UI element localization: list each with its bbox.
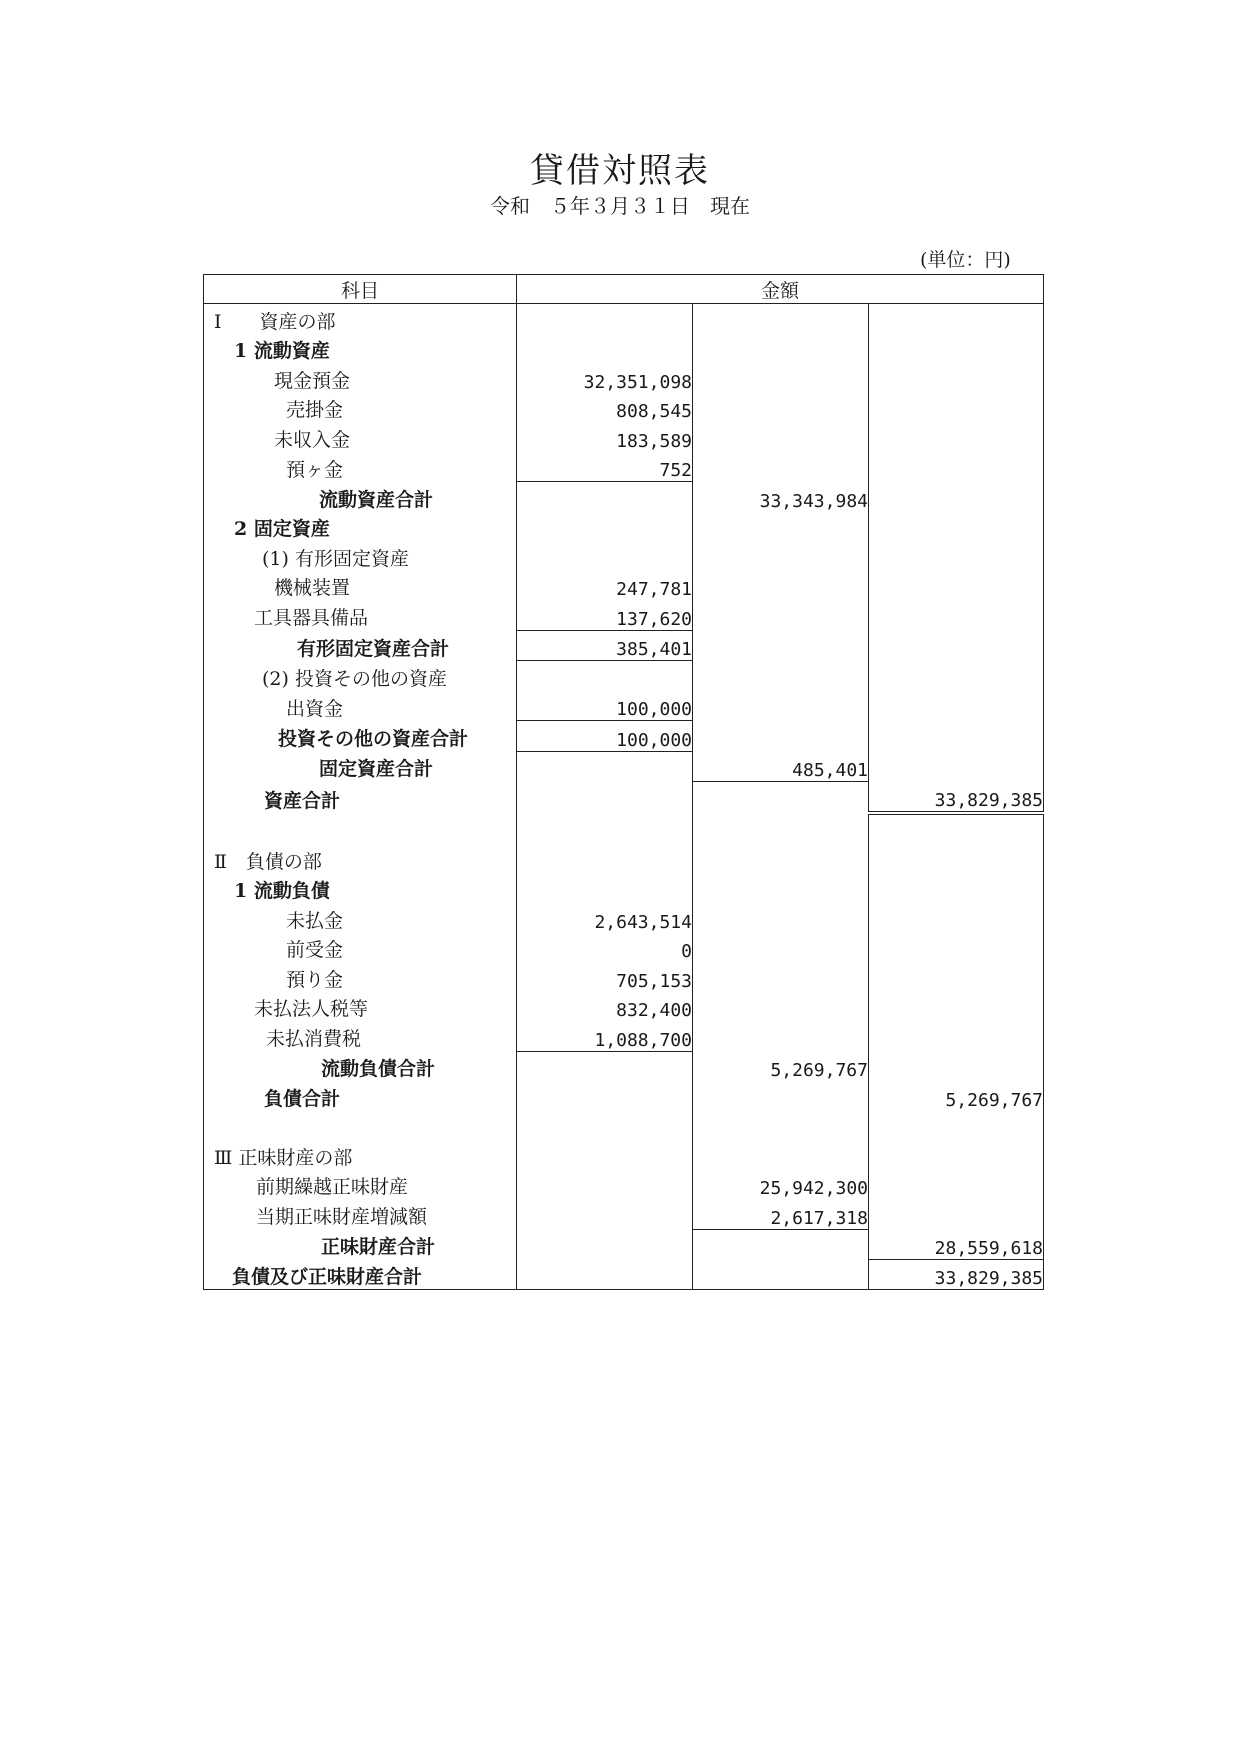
amount-total — [869, 1170, 1044, 1200]
table-row — [204, 512, 1044, 542]
subject-header: 科目 — [204, 275, 517, 304]
row-label: 現金預金 — [204, 363, 517, 393]
table-row — [204, 1111, 1044, 1141]
amount-detail — [517, 482, 693, 512]
amount-total — [869, 1111, 1044, 1141]
amount-detail — [517, 541, 693, 571]
amount-detail: 2,643,514 — [517, 903, 693, 933]
table-row — [204, 992, 1044, 1022]
amount-detail — [517, 1199, 693, 1229]
table-row — [204, 1259, 1044, 1290]
row-label: (2) 投資その他の資産 — [204, 661, 517, 691]
amount-total — [869, 1051, 1044, 1081]
amount-total — [869, 721, 1044, 752]
table-row — [204, 630, 1044, 661]
amount-total: 33,829,385 — [869, 1259, 1044, 1290]
row-label: (1) 有形固定資産 — [204, 541, 517, 571]
amount-subtotal — [693, 1140, 869, 1170]
amount-subtotal — [693, 600, 869, 630]
row-label: 2 固定資産 — [204, 512, 517, 542]
amount-total — [869, 844, 1044, 874]
amount-subtotal — [693, 630, 869, 661]
row-label: 固定資産合計 — [204, 751, 517, 781]
row-label: 機械装置 — [204, 571, 517, 601]
row-label: 正味財産合計 — [204, 1229, 517, 1259]
amount-detail: 183,589 — [517, 422, 693, 452]
amount-subtotal — [693, 304, 869, 334]
amount-subtotal: 485,401 — [693, 751, 869, 781]
amount-total — [869, 482, 1044, 512]
balance-sheet-table — [203, 274, 1044, 1290]
row-label: Ⅲ 正味財産の部 — [204, 1140, 517, 1170]
amount-detail — [517, 1140, 693, 1170]
table-row — [204, 571, 1044, 601]
row-label: 流動負債合計 — [204, 1051, 517, 1081]
amount-subtotal — [693, 874, 869, 904]
amount-subtotal — [693, 1111, 869, 1141]
amount-detail: 32,351,098 — [517, 363, 693, 393]
amount-total — [869, 1199, 1044, 1229]
amount-subtotal — [693, 1081, 869, 1111]
amount-subtotal — [693, 1021, 869, 1051]
row-label: Ⅱ 負債の部 — [204, 844, 517, 874]
amount-detail — [517, 334, 693, 364]
table-row — [204, 482, 1044, 512]
amount-detail: 752 — [517, 452, 693, 482]
table-row — [204, 363, 1044, 393]
amount-subtotal — [693, 992, 869, 1022]
amount-total — [869, 363, 1044, 393]
row-label — [204, 813, 517, 845]
row-label: 未払消費税 — [204, 1021, 517, 1051]
table-row — [204, 334, 1044, 364]
document-title: 貸借対照表 — [530, 151, 710, 191]
table-row — [204, 1021, 1044, 1051]
amount-detail — [517, 512, 693, 542]
amount-subtotal — [693, 1229, 869, 1259]
amount-total — [869, 393, 1044, 423]
row-label: 売掛金 — [204, 393, 517, 423]
amount-total: 28,559,618 — [869, 1229, 1044, 1259]
table-row — [204, 813, 1044, 845]
table-row — [204, 781, 1044, 813]
amount-total — [869, 992, 1044, 1022]
table-row — [204, 600, 1044, 630]
table-row — [204, 933, 1044, 963]
amount-total — [869, 630, 1044, 661]
table-row — [204, 691, 1044, 721]
amount-subtotal — [693, 422, 869, 452]
amount-subtotal — [693, 571, 869, 601]
amount-detail: 832,400 — [517, 992, 693, 1022]
row-label: 預ヶ金 — [204, 452, 517, 482]
amount-header: 金額 — [517, 275, 1044, 304]
amount-total — [869, 334, 1044, 364]
amount-subtotal — [693, 844, 869, 874]
amount-subtotal — [693, 541, 869, 571]
amount-detail — [517, 781, 693, 813]
table-row — [204, 1140, 1044, 1170]
amount-subtotal: 5,269,767 — [693, 1051, 869, 1081]
amount-subtotal — [693, 691, 869, 721]
table-row — [204, 541, 1044, 571]
amount-detail: 1,088,700 — [517, 1021, 693, 1051]
amount-detail — [517, 1259, 693, 1290]
amount-detail — [517, 1051, 693, 1081]
amount-total — [869, 512, 1044, 542]
amount-detail — [517, 304, 693, 334]
table-row — [204, 393, 1044, 423]
amount-detail: 100,000 — [517, 721, 693, 752]
row-label: 出資金 — [204, 691, 517, 721]
amount-detail: 100,000 — [517, 691, 693, 721]
amount-subtotal — [693, 661, 869, 691]
amount-detail — [517, 1111, 693, 1141]
amount-subtotal — [693, 1259, 869, 1290]
amount-subtotal: 25,942,300 — [693, 1170, 869, 1200]
row-label: 1 流動負債 — [204, 874, 517, 904]
table-row — [204, 844, 1044, 874]
table-row — [204, 452, 1044, 482]
row-label: 1 流動資産 — [204, 334, 517, 364]
amount-subtotal — [693, 933, 869, 963]
amount-detail: 247,781 — [517, 571, 693, 601]
table-row — [204, 422, 1044, 452]
report-date: 令和 ５年３月３１日 現在 — [490, 194, 750, 218]
row-label: 工具器具備品 — [204, 600, 517, 630]
amount-subtotal — [693, 813, 869, 845]
amount-total — [869, 962, 1044, 992]
amount-subtotal — [693, 903, 869, 933]
row-label: 前期繰越正味財産 — [204, 1170, 517, 1200]
amount-subtotal: 2,617,318 — [693, 1199, 869, 1229]
table-row — [204, 903, 1044, 933]
amount-total — [869, 933, 1044, 963]
row-label: 資産合計 — [204, 781, 517, 813]
row-label: 負債及び正味財産合計 — [204, 1259, 517, 1290]
table-row — [204, 1170, 1044, 1200]
row-label: Ⅰ 資産の部 — [204, 304, 517, 334]
amount-detail: 0 — [517, 933, 693, 963]
amount-detail — [517, 844, 693, 874]
table-row — [204, 304, 1044, 334]
amount-total — [869, 452, 1044, 482]
row-label: 当期正味財産増減額 — [204, 1199, 517, 1229]
table-header-row — [204, 275, 1044, 304]
row-label: 未払法人税等 — [204, 992, 517, 1022]
row-label: 未払金 — [204, 903, 517, 933]
row-label: 負債合計 — [204, 1081, 517, 1111]
amount-detail — [517, 1081, 693, 1111]
amount-subtotal — [693, 393, 869, 423]
amount-total — [869, 661, 1044, 691]
amount-subtotal — [693, 452, 869, 482]
amount-total — [869, 874, 1044, 904]
amount-subtotal — [693, 721, 869, 752]
table-row — [204, 962, 1044, 992]
row-label: 投資その他の資産合計 — [204, 721, 517, 752]
amount-total — [869, 571, 1044, 601]
amount-subtotal: 33,343,984 — [693, 482, 869, 512]
amount-detail — [517, 813, 693, 845]
amount-total — [869, 422, 1044, 452]
row-label: 有形固定資産合計 — [204, 630, 517, 661]
amount-total — [869, 541, 1044, 571]
amount-detail — [517, 1170, 693, 1200]
amount-total: 33,829,385 — [869, 781, 1044, 813]
amount-detail — [517, 661, 693, 691]
amount-total — [869, 813, 1044, 845]
amount-subtotal — [693, 512, 869, 542]
table-row — [204, 1199, 1044, 1229]
amount-total — [869, 1140, 1044, 1170]
amount-subtotal — [693, 781, 869, 813]
row-label: 未収入金 — [204, 422, 517, 452]
table-row — [204, 1229, 1044, 1259]
table-row — [204, 751, 1044, 781]
amount-detail: 705,153 — [517, 962, 693, 992]
amount-detail — [517, 1229, 693, 1259]
table-row — [204, 874, 1044, 904]
table-row — [204, 1051, 1044, 1081]
amount-subtotal — [693, 334, 869, 364]
amount-detail: 808,545 — [517, 393, 693, 423]
table-row — [204, 721, 1044, 752]
amount-total — [869, 751, 1044, 781]
amount-subtotal — [693, 962, 869, 992]
amount-total — [869, 1021, 1044, 1051]
amount-total — [869, 903, 1044, 933]
amount-detail — [517, 751, 693, 781]
amount-subtotal — [693, 363, 869, 393]
amount-total — [869, 600, 1044, 630]
table-row — [204, 1081, 1044, 1111]
table-row — [204, 661, 1044, 691]
amount-total: 5,269,767 — [869, 1081, 1044, 1111]
row-label — [204, 1111, 517, 1141]
amount-total — [869, 304, 1044, 334]
amount-detail: 137,620 — [517, 600, 693, 630]
amount-detail: 385,401 — [517, 630, 693, 661]
amount-total — [869, 691, 1044, 721]
row-label: 流動資産合計 — [204, 482, 517, 512]
amount-detail — [517, 874, 693, 904]
unit-label: (単位：円) — [920, 249, 1011, 271]
row-label: 前受金 — [204, 933, 517, 963]
row-label: 預り金 — [204, 962, 517, 992]
